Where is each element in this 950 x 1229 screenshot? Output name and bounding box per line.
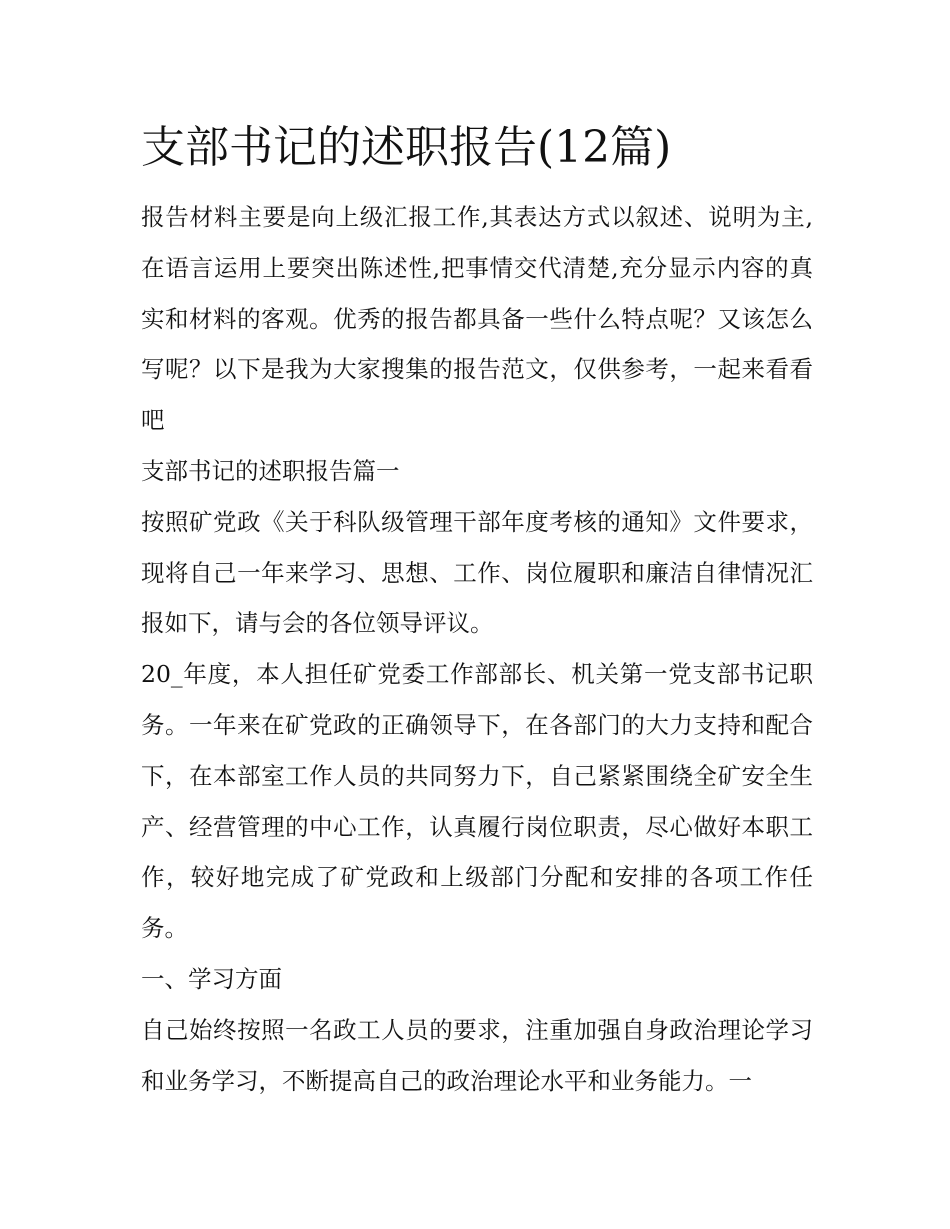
paragraph-duties: 20_年度，本人担任矿党委工作部部长、机关第一党支部书记职务。一年来在矿党政的正确领导下，在各部门的大力支持和配合下，在本部室工作人员的共同努力下，自己紧紧围绕全矿安全生产、经营管理的中心工作，认真履行岗位职责，尽心做好本职工作，较好地完成了矿党政和上级部门分配和安排的各项工作任务。 bbox=[141, 660, 813, 943]
document-title: 支部书记的述职报告(12篇) bbox=[141, 122, 672, 173]
intro-paragraph: 报告材料主要是向上级汇报工作,其表达方式以叙述、说明为主,在语言运用上要突出陈述性,把事情交代清楚,充分显示内容的真实和材料的客观。优秀的报告都具备一些什么特点呢？又该怎么写呢？以下是我为大家搜集的报告范文，仅供参考，一起来看看吧 bbox=[141, 203, 813, 435]
subheading-study: 一、学习方面 bbox=[141, 964, 282, 993]
section-heading-part-one: 支部书记的述职报告篇一 bbox=[141, 456, 400, 485]
paragraph-study: 自己始终按照一名政工人员的要求，注重加强自身政治理论学习和业务学习，不断提高自己的政治理论水平和业务能力。一 bbox=[141, 1015, 813, 1095]
paragraph-notice: 按照矿党政《关于科队级管理干部年度考核的通知》文件要求，现将自己一年来学习、思想、工作、岗位履职和廉洁自律情况汇报如下，请与会的各位领导评议。 bbox=[141, 507, 813, 638]
document-body bbox=[141, 118, 813, 1106]
